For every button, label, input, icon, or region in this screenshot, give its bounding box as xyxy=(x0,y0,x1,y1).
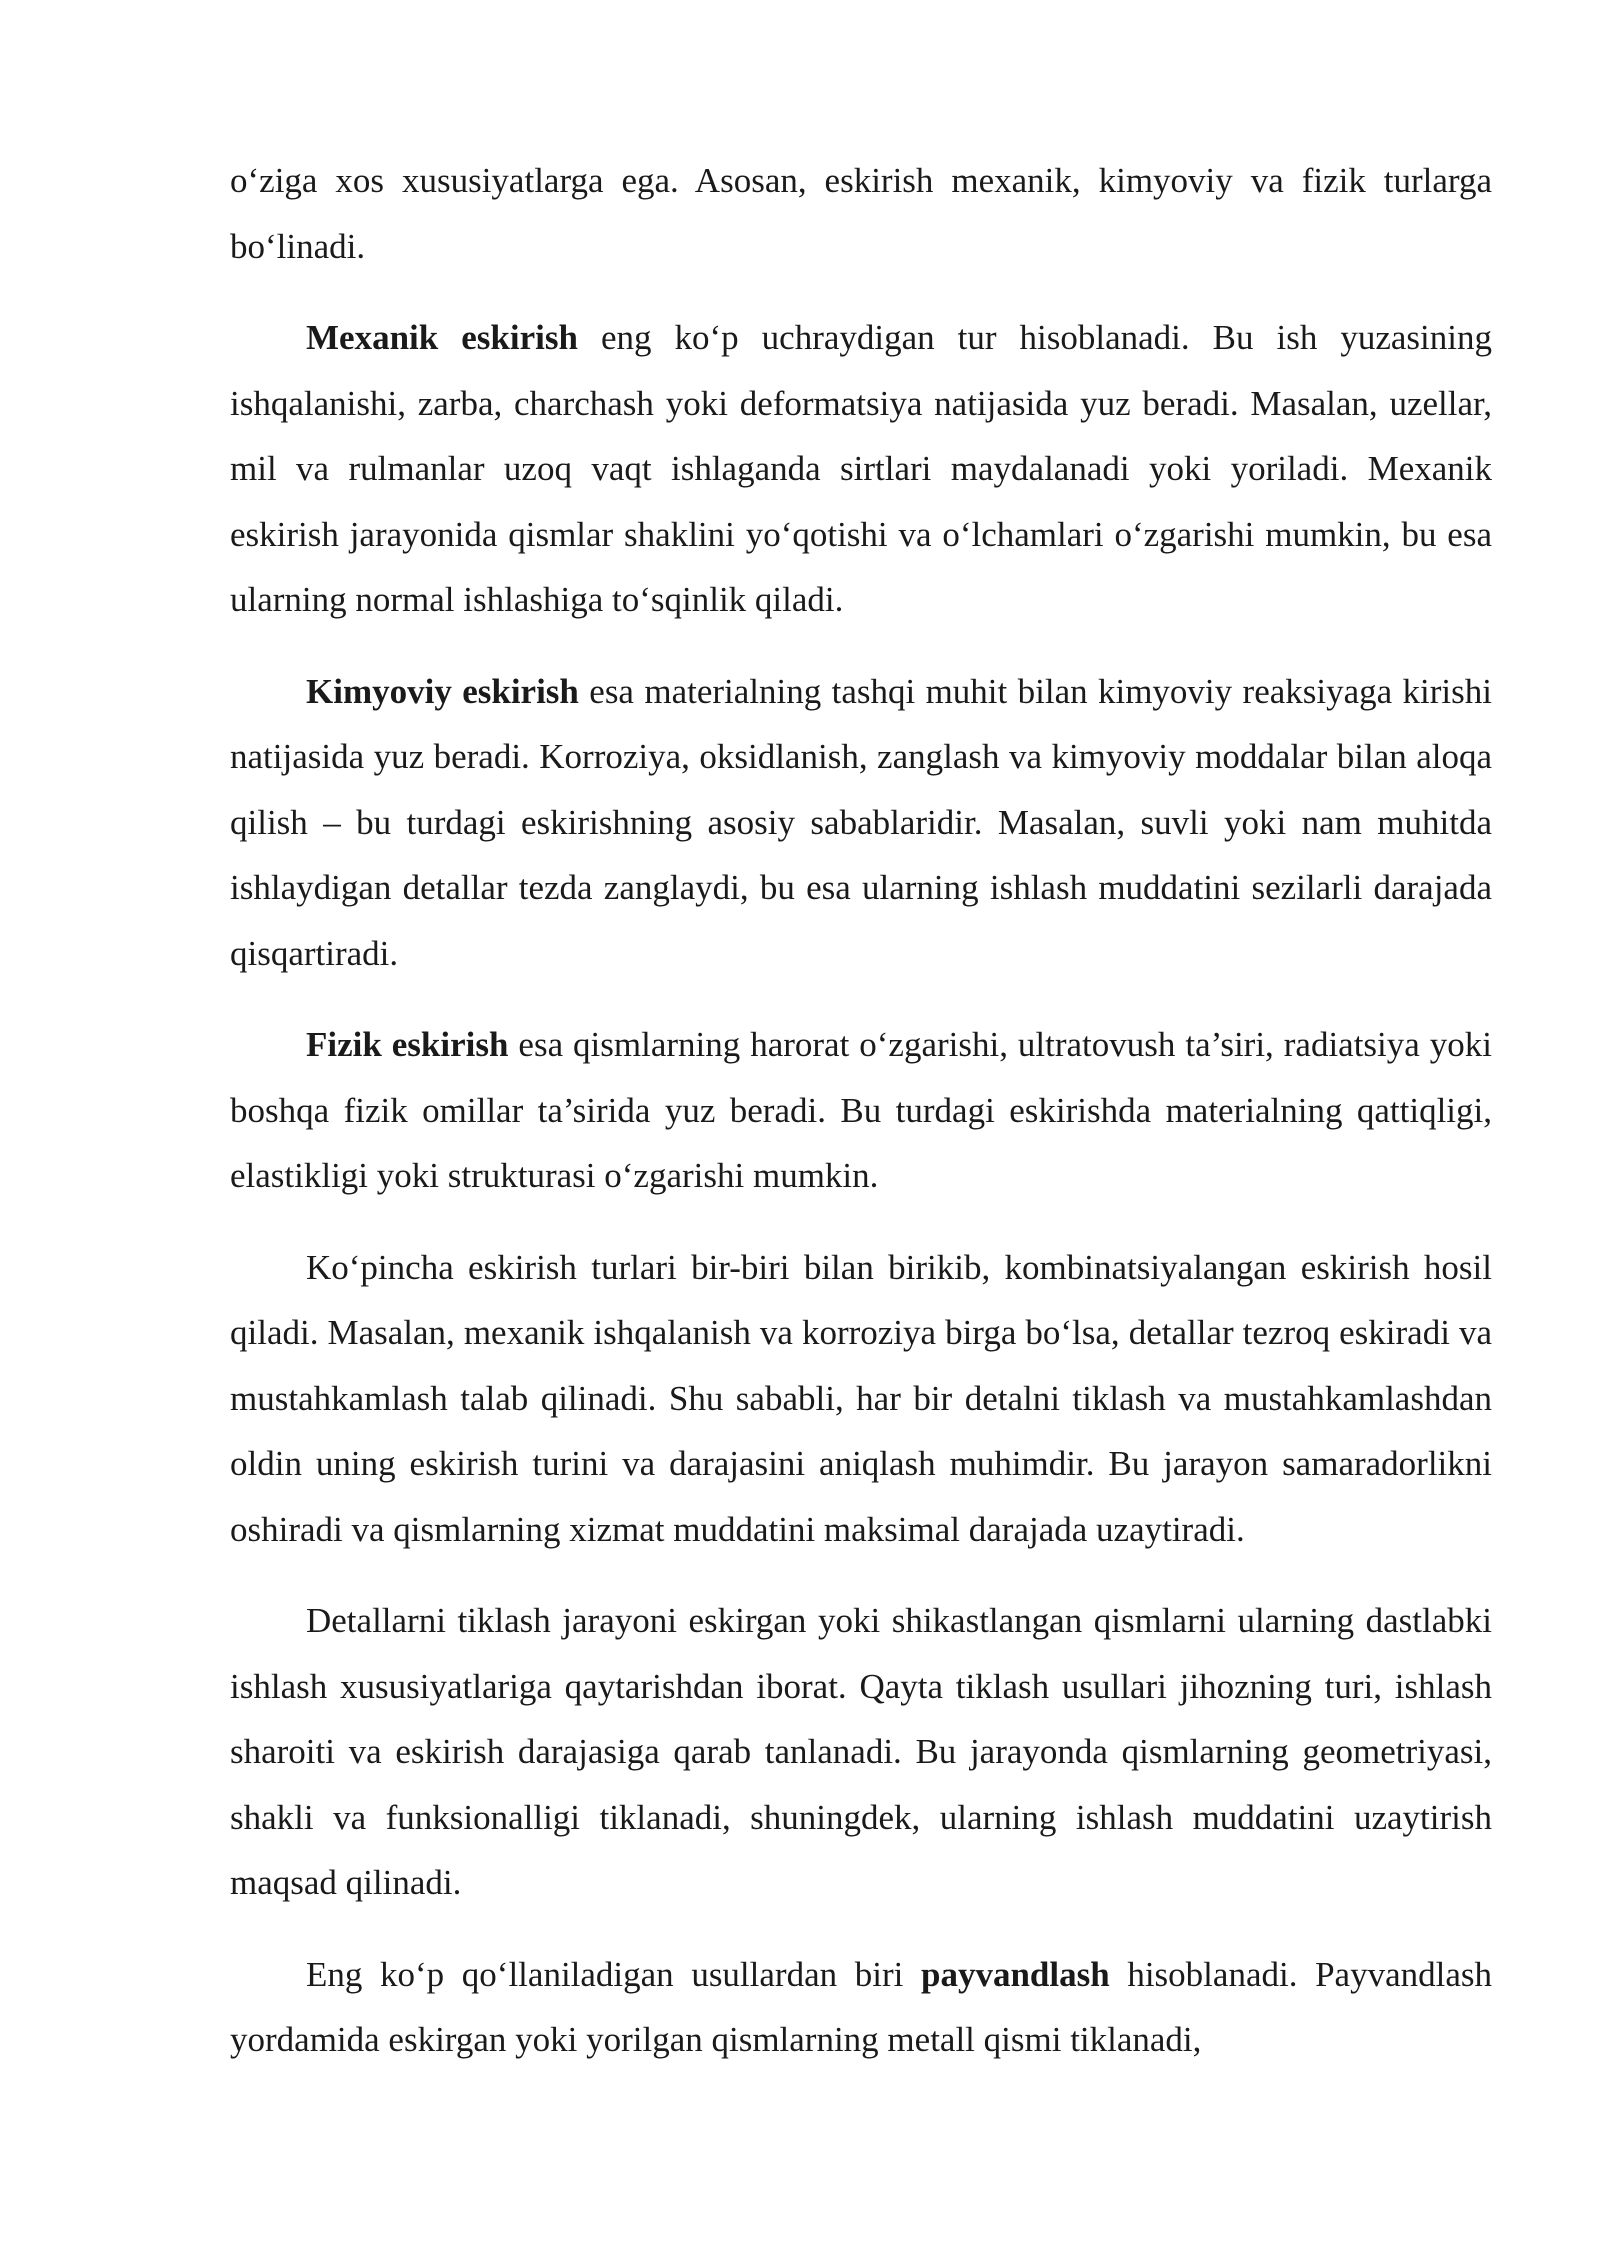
paragraph-restoration-process xyxy=(230,1588,1492,1916)
paragraph-text: Ko‘pincha eskirish turlari bir-biri bilan birikib, kombinatsiyalangan eskirish hosil qiladi. Masalan, mexanik ishqalanish va korroziya birga bo‘lsa, detallar tezroq eskiradi va mustahkamlash talab qilinadi. Shu sababli, har bir detalni tiklash va mustahkamlashdan oldin uning eskirish turini va darajasini aniqlash muhimdir. Bu jarayon samaradorlikni oshiradi va qismlarning xizmat muddatini maksimal darajada uzaytiradi. xyxy=(230,1247,1492,1549)
term-physical-wear: Fizik eskirish xyxy=(306,1025,509,1064)
paragraph-text: esa materialning tashqi muhit bilan kimyoviy reaksiyaga kirishi natijasida yuz beradi. Korroziya, oksidlanish, zanglash va kimyoviy moddalar bilan aloqa qilish – bu turdagi eskirishning asosiy sabablaridir. Masalan, suvli yoki nam muhitda ishlaydigan detallar tezda zanglaydi, bu esa ularning ishlash muddatini sezilarli darajada qisqartiradi. xyxy=(230,671,1492,973)
paragraph-text: o‘ziga xos xususiyatlarga ega. Asosan, eskirish mexanik, kimyoviy va fizik turlarga bo‘linadi. xyxy=(230,161,1492,266)
term-mechanical-wear: Mexanik eskirish xyxy=(306,318,578,357)
term-welding: payvandlash xyxy=(920,1954,1110,1994)
paragraph-chemical-wear xyxy=(230,659,1492,987)
paragraph-combined-wear xyxy=(230,1235,1492,1563)
paragraph-text: eng ko‘p uchraydigan tur hisoblanadi. Bu ish yuzasining ishqalanishi, zarba, charchash yoki deformatsiya natijasida yuz beradi. Masalan, uzellar, mil va rulmanlar uzoq vaqt ishlaganda sirtlari maydalanadi yoki yoriladi. Mexanik eskirish jarayonida qismlar shaklini yo‘qotishi va o‘lchamlari o‘zgarishi mumkin, bu esa ularning normal ishlashiga to‘sqinlik qiladi. xyxy=(230,318,1492,619)
paragraph-text: hisoblanadi. Payvandlash yordamida eskirgan yoki yorilgan qismlarning metall qismi tiklanadi, xyxy=(230,1954,1492,2059)
paragraph-mechanical-wear xyxy=(230,305,1492,633)
paragraph-wear-types-intro xyxy=(230,148,1492,279)
paragraph-welding xyxy=(230,1942,1492,2073)
paragraph-physical-wear xyxy=(230,1012,1492,1209)
document-page xyxy=(230,148,1492,2073)
paragraph-text: Detallarni tiklash jarayoni eskirgan yoki shikastlangan qismlarni ularning dastlabki ishlash xususiyatlariga qaytarishdan iborat. Qayta tiklash usullari jihozning turi, ishlash sharoiti va eskirish darajasiga qarab tanlanadi. Bu jarayonda qismlarning geometriyasi, shakli va funksionalligi tiklanadi, shuningdek, ularning ishlash muddatini uzaytirish maqsad qilinadi. xyxy=(230,1601,1492,1902)
paragraph-text: esa qismlarning harorat o‘zgarishi, ultratovush ta’siri, radiatsiya yoki boshqa fizik omillar ta’sirida yuz beradi. Bu turdagi eskirishda materialning qattiqligi, elastikligi yoki strukturasi o‘zgarishi mumkin. xyxy=(230,1025,1492,1195)
paragraph-text-before: Eng ko‘p qo‘llaniladigan usullardan biri xyxy=(306,1954,921,1994)
term-chemical-wear: Kimyoviy eskirish xyxy=(306,671,579,711)
